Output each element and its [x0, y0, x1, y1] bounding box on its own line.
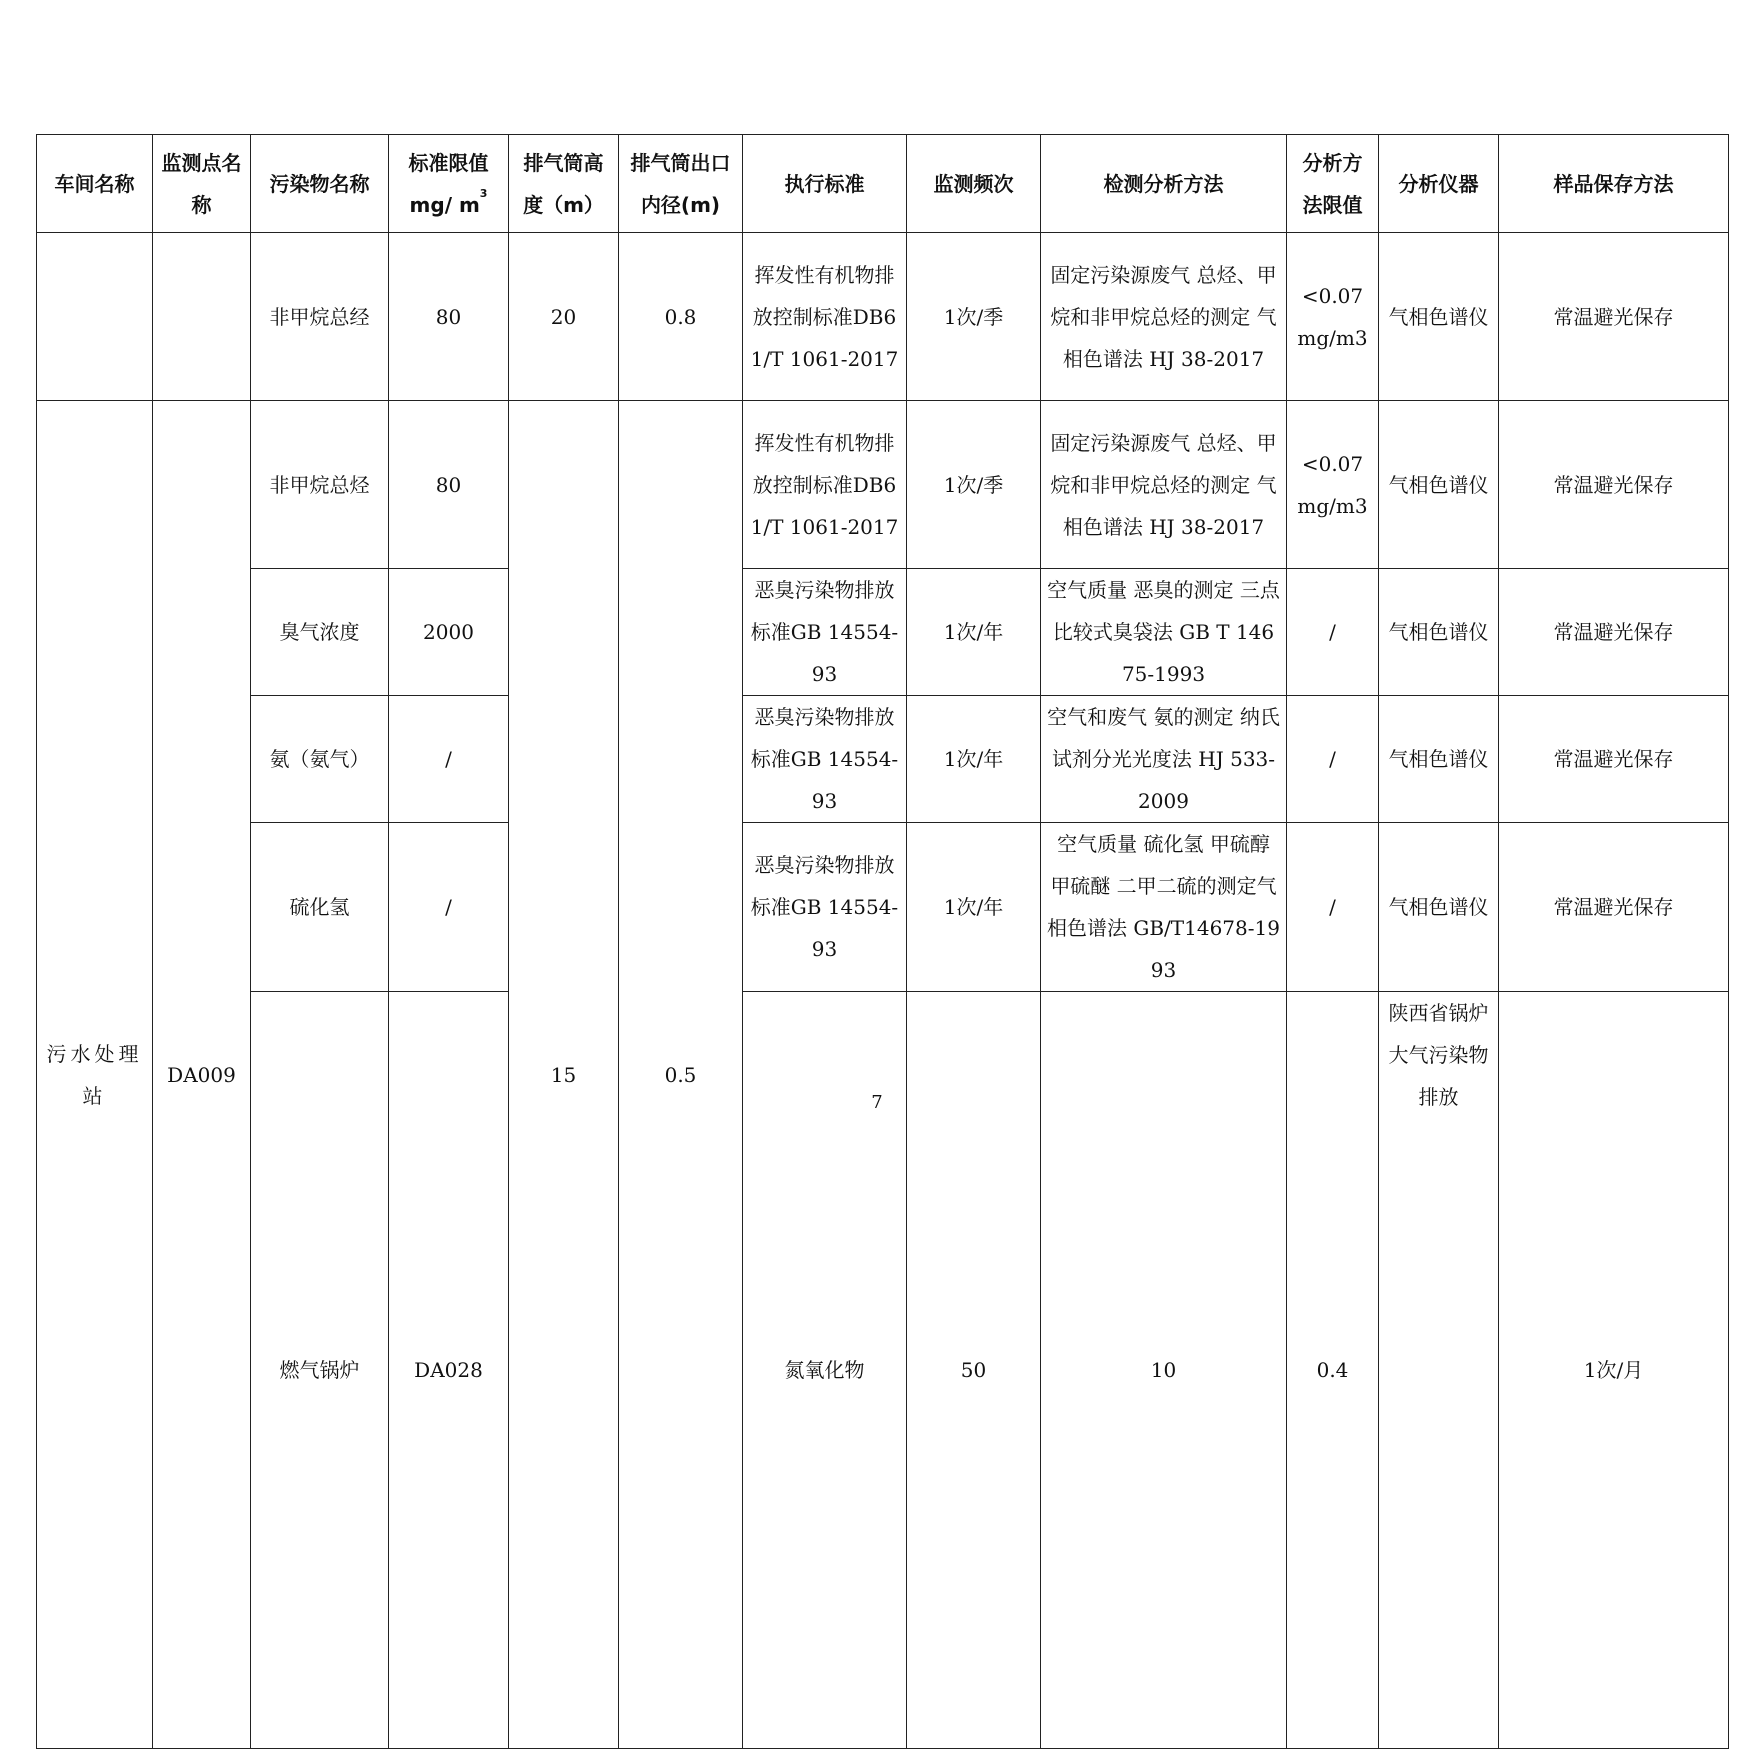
- cell-pollutant: 氮氧化物: [743, 992, 907, 1749]
- header-standard: 执行标准: [743, 135, 907, 233]
- cell-standard: 恶臭污染物排放标准GB 14554-93: [743, 569, 907, 696]
- cell-workshop: [37, 233, 153, 401]
- header-frequency: 监测频次: [907, 135, 1041, 233]
- header-limit-label: 标准限值: [408, 150, 489, 175]
- cell-point: DA028: [389, 992, 509, 1749]
- cell-method: 固定污染源废气 总烃、甲烷和非甲烷总烃的测定 气相色谱法 HJ 38-2017: [1041, 401, 1287, 569]
- header-limit-unit: mg/ m: [409, 192, 480, 217]
- header-instrument: 分析仪器: [1379, 135, 1499, 233]
- page-number: 7: [871, 1092, 883, 1113]
- cell-standard: 挥发性有机物排放控制标准DB61/T 1061-2017: [743, 233, 907, 401]
- cell-frequency: 1次/年: [907, 696, 1041, 823]
- table-row: [37, 696, 1729, 823]
- cell-instrument: 气相色谱仪: [1379, 569, 1499, 696]
- cell-instrument: 气相色谱仪: [1379, 233, 1499, 401]
- cell-preserve: 常温避光保存: [1499, 401, 1729, 569]
- cell-frequency: 1次/季: [907, 401, 1041, 569]
- cell-method-limit: /: [1287, 569, 1379, 696]
- cell-group-workshop: 污水处理站: [37, 401, 153, 1749]
- header-height: 排气筒高度（m）: [509, 135, 619, 233]
- cell-instrument: 气相色谱仪: [1379, 823, 1499, 992]
- cell-limit: 80: [389, 401, 509, 569]
- header-limit: [389, 135, 509, 233]
- header-diameter: 排气筒出口内径(m): [619, 135, 743, 233]
- cell-frequency: 1次/年: [907, 823, 1041, 992]
- cell-height: 20: [509, 233, 619, 401]
- cell-pollutant: 硫化氢: [251, 823, 389, 992]
- cell-standard: 陕西省锅炉大气污染物排放: [1379, 992, 1499, 1749]
- cell-preserve: 常温避光保存: [1499, 823, 1729, 992]
- cell-frequency: 1次/年: [907, 569, 1041, 696]
- cell-standard: 挥发性有机物排放控制标准DB61/T 1061-2017: [743, 401, 907, 569]
- cell-limit: 50: [907, 992, 1041, 1749]
- cell-frequency: 1次/季: [907, 233, 1041, 401]
- cell-frequency: 1次/月: [1499, 992, 1729, 1749]
- cell-pollutant: 非甲烷总经: [251, 233, 389, 401]
- cell-limit: /: [389, 823, 509, 992]
- cell-method-limit: /: [1287, 696, 1379, 823]
- cell-preserve: 常温避光保存: [1499, 696, 1729, 823]
- cell-method: 空气质量 恶臭的测定 三点比较式臭袋法 GB T 14675-1993: [1041, 569, 1287, 696]
- cell-workshop: 燃气锅炉: [251, 992, 389, 1749]
- header-row: [37, 135, 1729, 233]
- cell-preserve: 常温避光保存: [1499, 233, 1729, 401]
- monitoring-table: [36, 134, 1729, 1749]
- cell-diameter: 0.4: [1287, 992, 1379, 1749]
- cell-standard: 恶臭污染物排放标准GB 14554-93: [743, 823, 907, 992]
- cell-method-limit: <0.07mg/m3: [1287, 401, 1379, 569]
- cell-point: [153, 233, 251, 401]
- cell-limit: 2000: [389, 569, 509, 696]
- cell-group-diameter: 0.5: [619, 401, 743, 1749]
- cell-standard: 恶臭污染物排放标准GB 14554-93: [743, 696, 907, 823]
- cell-instrument: 气相色谱仪: [1379, 696, 1499, 823]
- cell-method-limit: /: [1287, 823, 1379, 992]
- cell-pollutant: 臭气浓度: [251, 569, 389, 696]
- table-row: [37, 823, 1729, 992]
- header-method: 检测分析方法: [1041, 135, 1287, 233]
- table-row: [37, 401, 1729, 569]
- cell-method: 空气质量 硫化氢 甲硫醇 甲硫醚 二甲二硫的测定气相色谱法 GB/T14678-1993: [1041, 823, 1287, 992]
- header-pollutant: 污染物名称: [251, 135, 389, 233]
- cell-method: 固定污染源废气 总烃、甲烷和非甲烷总烃的测定 气相色谱法 HJ 38-2017: [1041, 233, 1287, 401]
- table-row: [37, 233, 1729, 401]
- header-limit-sup: 3: [479, 186, 488, 200]
- header-workshop: 车间名称: [37, 135, 153, 233]
- cell-limit: /: [389, 696, 509, 823]
- cell-pollutant: 非甲烷总烃: [251, 401, 389, 569]
- table-row: [37, 569, 1729, 696]
- header-method-limit: 分析方法限值: [1287, 135, 1379, 233]
- cell-preserve: 常温避光保存: [1499, 569, 1729, 696]
- cell-group-height: 15: [509, 401, 619, 1749]
- cell-diameter: 0.8: [619, 233, 743, 401]
- cell-group-point: DA009: [153, 401, 251, 1749]
- cell-height: 10: [1041, 992, 1287, 1749]
- cell-pollutant: 氨（氨气）: [251, 696, 389, 823]
- header-preserve: 样品保存方法: [1499, 135, 1729, 233]
- cell-method: 空气和废气 氨的测定 纳氏试剂分光光度法 HJ 533-2009: [1041, 696, 1287, 823]
- cell-method-limit: <0.07mg/m3: [1287, 233, 1379, 401]
- cell-instrument: 气相色谱仪: [1379, 401, 1499, 569]
- header-point: 监测点名称: [153, 135, 251, 233]
- cell-limit: 80: [389, 233, 509, 401]
